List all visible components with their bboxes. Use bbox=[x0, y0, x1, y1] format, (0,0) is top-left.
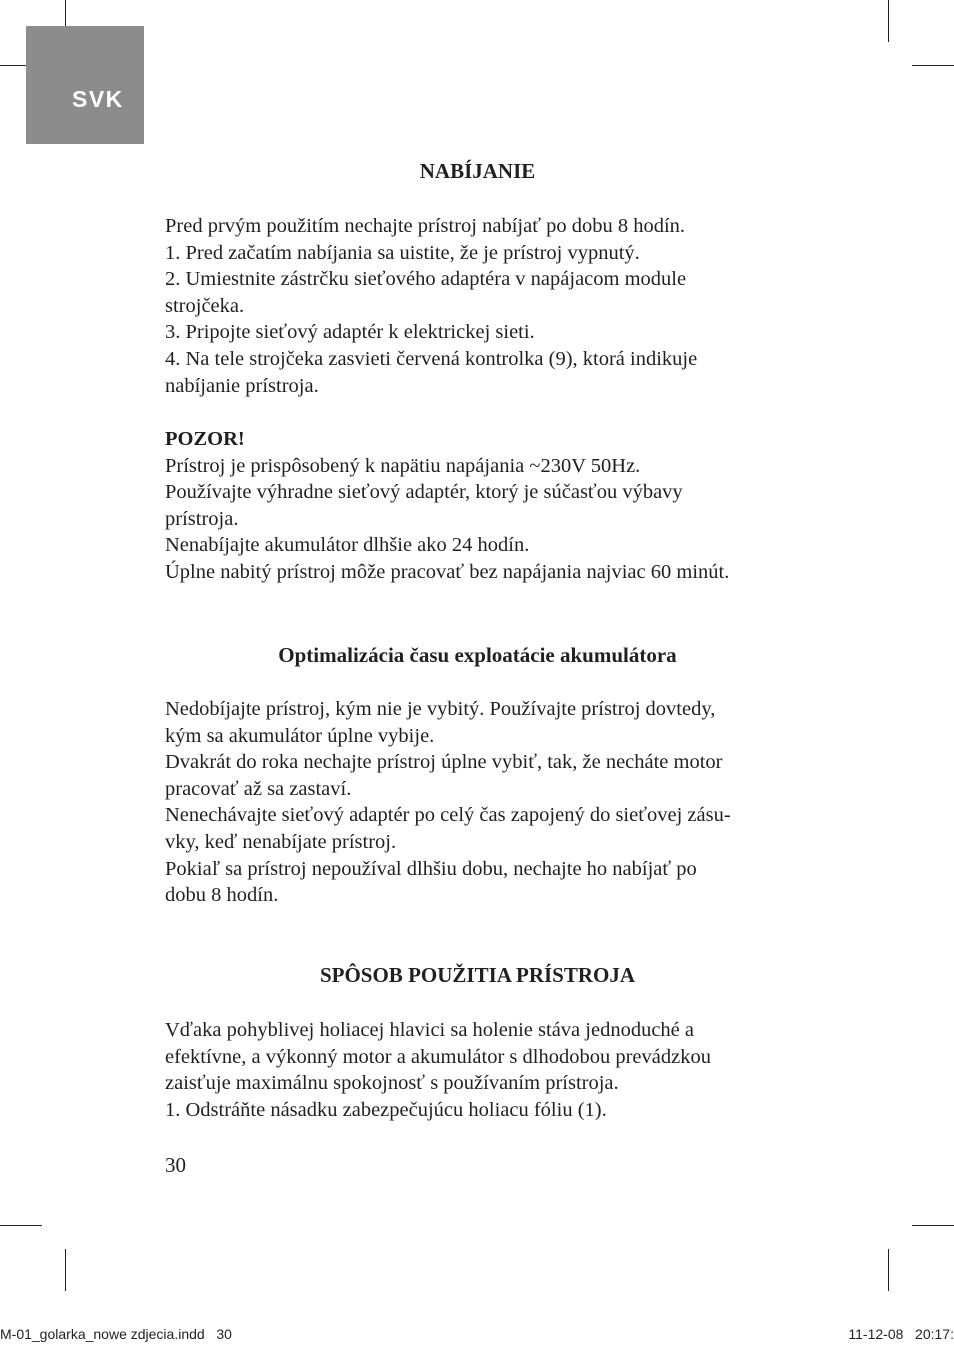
text-line: 3. Pripojte sieťový adaptér k elektrickej sieti. bbox=[165, 321, 535, 344]
text-line: Nedobíjajte prístroj, kým nie je vybitý. Používajte prístroj dovtedy, bbox=[165, 698, 716, 720]
text-line: Používajte výhradne sieťový adaptér, ktorý je súčasťou výbavy bbox=[165, 481, 683, 504]
text-line: Nenabíjajte akumulátor dlhšie ako 24 hodín. bbox=[165, 534, 530, 557]
text-line: pracovať až sa zastaví. bbox=[165, 777, 352, 800]
text-line: 1. Pred začatím nabíjania sa uistite, že je prístroj vypnutý. bbox=[165, 241, 640, 264]
text-line: Dvakrát do roka nechajte prístroj úplne vybiť, tak, že necháte motor bbox=[165, 751, 723, 774]
crop-mark bbox=[65, 1249, 66, 1291]
warning-text bbox=[165, 426, 805, 586]
crop-mark bbox=[0, 1225, 42, 1226]
text-line: vky, keď nenabíjate prístroj. bbox=[165, 830, 397, 853]
text-line: Pokiaľ sa prístroj nepoužíval dlhšiu dobu, nechajte ho nabíjať po bbox=[165, 857, 697, 880]
warning-label: POZOR! bbox=[165, 428, 245, 450]
page-number: 30 bbox=[165, 1153, 186, 1177]
text-line: prístroja. bbox=[165, 507, 239, 530]
language-tab bbox=[26, 26, 144, 144]
crop-mark bbox=[912, 1225, 954, 1226]
crop-mark bbox=[888, 0, 889, 42]
language-tab-label: SVK bbox=[72, 86, 124, 112]
text-line: Prístroj je prispôsobený k napätiu napájania ~230V 50Hz. bbox=[165, 454, 641, 477]
text-line: Úplne nabitý prístroj môže pracovať bez napájania najviac 60 minút. bbox=[165, 560, 730, 583]
slug-file-name: M-01_golarka_nowe zdjecia.indd 30 bbox=[0, 1326, 232, 1342]
charging-text bbox=[165, 213, 805, 399]
text-line: efektívne, a výkonný motor a akumulátor s dlhodobou prevádzkou bbox=[165, 1045, 711, 1068]
text-line: Vďaka pohyblivej holiacej hlavici sa holenie stáva jednoduché a bbox=[165, 1019, 694, 1041]
text-line: Pred prvým použitím nechajte prístroj nabíjať po dobu 8 hodín. bbox=[165, 215, 686, 237]
heading-charging: NABÍJANIE bbox=[419, 159, 536, 183]
usage-text bbox=[165, 1017, 805, 1123]
text-line: dobu 8 hodín. bbox=[165, 884, 279, 907]
text-line: 4. Na tele strojčeka zasvieti červená kontrolka (9), ktorá indikuje bbox=[165, 347, 698, 370]
crop-mark bbox=[888, 1249, 889, 1291]
text-line: Nenechávajte sieťový adaptér po celý čas zapojený do sieťovej zásu- bbox=[165, 804, 731, 827]
text-line: 2. Umiestnite zástrčku sieťového adaptéra v napájacom module bbox=[165, 268, 687, 291]
text-line: 1. Odstráňte násadku zabezpečujúcu holiacu fóliu (1). bbox=[165, 1098, 607, 1121]
text-line: strojčeka. bbox=[165, 294, 245, 317]
heading-optimization: Optimalizácia času exploatácie akumulátora bbox=[278, 643, 677, 667]
crop-mark bbox=[912, 65, 954, 66]
optimization-text bbox=[165, 696, 805, 909]
heading-usage: SPÔSOB POUŽITIA PRÍSTROJA bbox=[319, 963, 636, 987]
text-line: zaisťuje maximálnu spokojnosť s používaním prístroja. bbox=[165, 1072, 619, 1095]
text-line: nabíjanie prístroja. bbox=[165, 374, 319, 397]
slug-date-time: 11-12-08 20:17: bbox=[848, 1326, 954, 1342]
text-line: kým sa akumulátor úplne vybije. bbox=[165, 724, 435, 747]
